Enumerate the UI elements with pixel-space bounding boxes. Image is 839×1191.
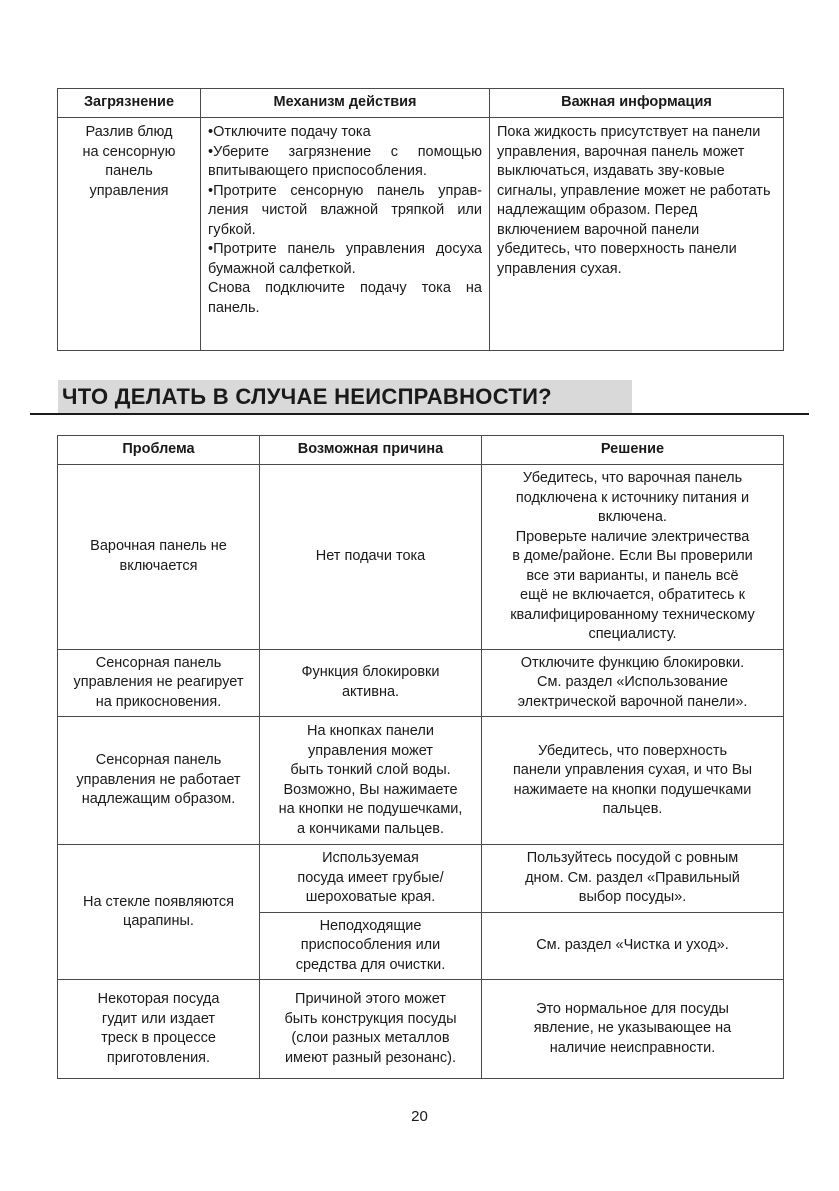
table-row <box>58 980 784 1079</box>
care-header-important: Важная информация <box>490 89 784 118</box>
care-table-row <box>58 118 784 351</box>
table-row <box>58 845 784 913</box>
cause-cell <box>260 717 482 845</box>
solution-text: Убедитесь, что варочная панель подключена к источнику питания и включена. Проверьте наличие электричества в доме/районе. Если Вы проверили все эти варианты, и панель всё ещё не включается, обратитесь к квалифицированному техническому специалисту. <box>510 470 755 642</box>
problem-cell <box>58 649 260 717</box>
problem-cell <box>58 717 260 845</box>
care-header-mechanism: Механизм действия <box>201 89 490 118</box>
problem-text: Сенсорная панель управления не работает надлежащим образом. <box>76 752 241 808</box>
solution-cell <box>482 980 784 1079</box>
solution-cell <box>482 845 784 913</box>
cause-text: Причиной этого может быть конструкция посуды (слои разных металлов имеют разный резонанс). <box>284 991 457 1066</box>
solution-text: См. раздел «Чистка и уход». <box>536 937 729 953</box>
cause-text: На кнопках панели управления может быть тонкий слой воды. Возможно, Вы нажимаете на кнопки не подушечками, а кончиками пальцев. <box>278 723 463 837</box>
cause-cell <box>260 649 482 717</box>
cause-text: Нет подачи тока <box>315 548 426 564</box>
section-divider <box>30 413 809 415</box>
troubleshooting-header-row <box>58 436 784 465</box>
solution-cell <box>482 717 784 845</box>
cause-cell <box>260 980 482 1079</box>
solution-cell <box>482 465 784 650</box>
cause-cell <box>260 465 482 650</box>
solution-text: Отключите функцию блокировки. См. раздел «Использование электрической варочной панели». <box>517 654 748 710</box>
care-cell-important-text: Пока жидкость присутствует на панели управления, варочная панель может выключаться, издавать зву-ковые сигналы, управление может не работать надлежащим образом. Перед включением варочной панели убедитесь, что поверхность панели управления сухая. <box>497 124 771 277</box>
care-cell-mechanism-text: •Отключите подачу тока •Уберите загрязнение с помощью впитывающего приспособления. •Протрите сенсорную панель управ-ления чистой влажной тряпкой или губкой. •Протрите панель управления досуха бумажной салфеткой. Снова подключите подачу тока на панель. <box>208 124 482 316</box>
problem-text: Варочная панель не включается <box>90 538 227 574</box>
solution-cell <box>482 912 784 980</box>
solution-text: Пользуйтесь посудой с ровным дном. См. раздел «Правильный выбор посуды». <box>525 850 740 905</box>
table-row <box>58 649 784 717</box>
section-title: ЧТО ДЕЛАТЬ В СЛУЧАЕ НЕИСПРАВНОСТИ? <box>58 380 632 413</box>
problem-text: Сенсорная панель управления не реагирует на прикосновения. <box>73 654 244 710</box>
troubleshooting-table <box>57 435 784 1079</box>
solution-text: Убедитесь, что поверхность панели управления сухая, и что Вы нажимаете на кнопки подушечками пальцев. <box>512 742 753 817</box>
header-solution: Решение <box>482 436 784 465</box>
care-table-header-row <box>58 89 784 118</box>
problem-cell <box>58 465 260 650</box>
header-cause: Возможная причина <box>260 436 482 465</box>
care-cell-mechanism <box>201 118 490 351</box>
solution-cell <box>482 649 784 717</box>
problem-cell <box>58 980 260 1079</box>
cause-cell <box>260 845 482 913</box>
problem-text: Некоторая посуда гудит или издает треск в процессе приготовления. <box>97 991 220 1066</box>
care-cell-important <box>490 118 784 351</box>
care-table <box>57 88 784 351</box>
cause-cell <box>260 912 482 980</box>
care-cell-contamination-text: Разлив блюд на сенсорную панель управления <box>82 124 176 199</box>
cause-text: Неподходящие приспособления или средства для очистки. <box>295 917 446 973</box>
problem-text: На стекле появляются царапины. <box>82 893 234 929</box>
care-header-contamination: Загрязнение <box>58 89 201 118</box>
table-row <box>58 465 784 650</box>
table-row <box>58 717 784 845</box>
problem-cell <box>58 845 260 980</box>
solution-text: Это нормальное для посуды явление, не указывающее на наличие неисправности. <box>533 1000 732 1056</box>
cause-text: Используемая посуда имеет грубые/ шероховатые края. <box>297 850 444 905</box>
page-number: 20 <box>411 1108 428 1125</box>
header-problem: Проблема <box>58 436 260 465</box>
cause-text: Функция блокировки активна. <box>301 664 440 700</box>
care-cell-contamination <box>58 118 201 351</box>
